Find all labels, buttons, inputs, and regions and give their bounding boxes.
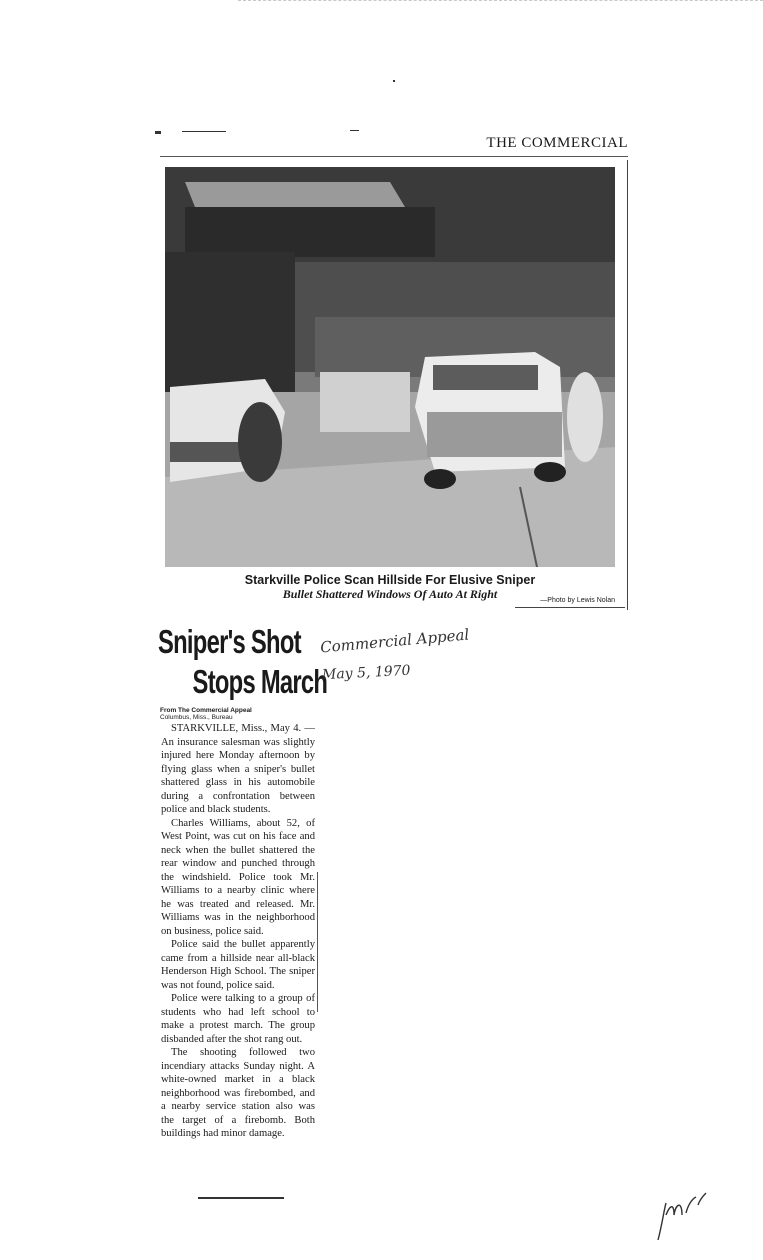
scan-speck bbox=[393, 80, 395, 82]
article-paragraph: Police were talking to a group of students who had left school to make a protest march. The group disbanded after the shot rang out. bbox=[161, 993, 315, 1045]
newspaper-masthead: THE COMMERCIAL bbox=[486, 135, 628, 151]
caption-rule bbox=[515, 607, 625, 608]
article-source bbox=[160, 707, 320, 721]
masthead-rule bbox=[160, 156, 628, 157]
column-rule bbox=[317, 872, 318, 1012]
article-paragraph: STARKVILLE, Miss., May 4. — An insurance salesman was slightly injured here Monday afternoon by flying glass when a sniper's bullet shattered glass in his automobile during a confrontation between police and black students. bbox=[161, 723, 315, 815]
article-paragraph: Charles Williams, about 52, of West Point, was cut on his face and neck when the bullet shattered the rear window and punched through the windshield. Police took Mr. Williams to a nearby clinic where he was treated and released. Mr. Williams was in the neighborhood on business, police said. bbox=[161, 817, 315, 937]
initials-scribble bbox=[652, 1185, 712, 1245]
handwritten-publication-note: Commercial Appeal bbox=[319, 625, 470, 657]
article-end-rule bbox=[198, 1197, 284, 1199]
photo-caption: Starkville Police Scan Hillside For Elusive Sniper bbox=[244, 573, 536, 587]
photo-credit: —Photo by Lewis Nolan bbox=[540, 597, 615, 604]
scan-dash bbox=[182, 131, 226, 132]
scan-dash bbox=[350, 130, 359, 131]
photo-side-rule bbox=[627, 160, 628, 610]
headline-line-2: Stops March bbox=[192, 663, 328, 700]
police-scene-illustration bbox=[165, 167, 615, 567]
handwritten-initials bbox=[652, 1185, 712, 1250]
top-dashed-border bbox=[238, 0, 763, 1]
photo-subcaption: Bullet Shattered Windows Of Auto At Right bbox=[282, 587, 498, 601]
source-line-1: From The Commercial Appeal bbox=[160, 707, 252, 714]
scan-speck bbox=[155, 131, 161, 134]
headline-line-1: Sniper's Shot bbox=[158, 623, 301, 660]
article-headline bbox=[158, 622, 328, 702]
news-photo bbox=[165, 167, 615, 567]
article-paragraph: Police said the bullet apparently came from a hillside near all-black Henderson High School. The sniper was not found, police said. bbox=[161, 939, 315, 991]
handwritten-date-note: May 5, 1970 bbox=[321, 662, 411, 684]
article-body bbox=[161, 722, 315, 1141]
article-paragraph: The shooting followed two incendiary attacks Sunday night. A white-owned market in a black neighborhood was firebombed, and a nearby service station also was the target of a firebomb. Both buildings had minor damage. bbox=[161, 1047, 315, 1139]
source-line-2: Columbus, Miss., Bureau bbox=[160, 714, 233, 721]
